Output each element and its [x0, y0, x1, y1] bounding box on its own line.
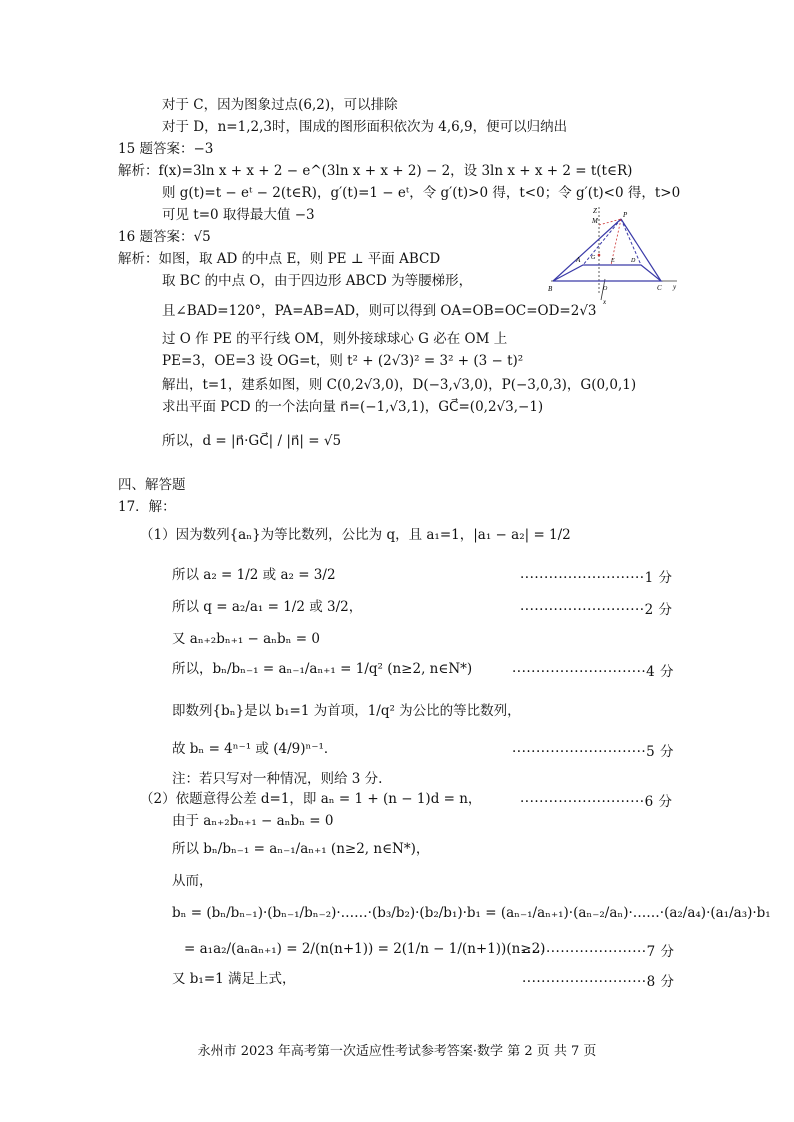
- text-line: 解析：f(x)=3ln x + x + 2 − e^(3ln x + x + 2) − 2，设 3ln x + x + 2 = t(t∈R): [118, 163, 633, 179]
- text-line: 由于 aₙ₊₂bₙ₊₁ − aₙbₙ = 0: [172, 813, 334, 829]
- text-line: 且∠BAD=120°，PA=AB=AD，则可以得到 OA=OB=OC=OD=2√3: [162, 303, 597, 319]
- page-footer: 永州市 2023 年高考第一次适应性考试参考答案·数学 第 2 页 共 7 页: [197, 1044, 597, 1059]
- label-c: C: [657, 284, 662, 292]
- text-line: 对于 C，因为图象过点(6,2)，可以排除: [162, 97, 398, 113]
- text-line: 又 aₙ₊₂bₙ₊₁ − aₙbₙ = 0: [172, 631, 320, 647]
- score-point: ····························4 分: [512, 664, 675, 680]
- label-y: y: [673, 283, 677, 291]
- text-line: = a₁a₂/(aₙaₙ₊₁) = 2/(n(n+1)) = 2(1/n − 1/(n+1))(n≥2): [184, 941, 546, 957]
- text-line: PE=3，OE=3 设 OG=t，则 t² + (2√3)² = 3² + (3 − t)²: [162, 353, 524, 369]
- label-x: x: [603, 298, 607, 305]
- text-line: 故 bₙ = 4ⁿ⁻¹ 或 (4/9)ⁿ⁻¹．: [172, 741, 338, 757]
- score-point: ··························6 分: [520, 794, 673, 810]
- score-point: ··························1 分: [520, 570, 673, 586]
- text-line: 17．解：: [118, 499, 176, 515]
- text-line: 所以 bₙ/bₙ₋₁ = aₙ₋₁/aₙ₊₁ (n≥2, n∈N*)，: [172, 841, 430, 857]
- text-line: 求出平面 PCD 的一个法向量 n⃗=(−1,√3,1)，GC⃗=(0,2√3,−1): [162, 399, 544, 415]
- label-g: G: [591, 255, 596, 261]
- label-b: B: [548, 285, 553, 293]
- text-line: 所以 a₂ = 1/2 或 a₂ = 3/2: [172, 567, 336, 583]
- label-e: E: [611, 258, 615, 264]
- text-line: 解出，t=1，建系如图，则 C(0,2√3,0)，D(−3,√3,0)，P(−3,0,3)，G(0,0,1): [162, 377, 637, 393]
- score-point: ··························2 分: [520, 602, 673, 618]
- text-line: （1）因为数列{aₙ}为等比数列，公比为 q，且 a₁=1，|a₁ − a₂| = 1/2: [140, 527, 571, 543]
- text-line: 所以，d = |n⃗·GC⃗| / |n⃗| = √5: [162, 433, 342, 449]
- score-point: ··························8 分: [522, 974, 675, 990]
- text-line: 解析：如图，取 AD 的中点 E，则 PE ⊥ 平面 ABCD: [118, 251, 441, 267]
- score-point: ··························7 分: [522, 944, 675, 960]
- text-line: 所以 q = a₂/a₁ = 1/2 或 3/2，: [172, 599, 363, 615]
- text-line: 注：若只写对一种情况，则给 3 分.: [172, 771, 383, 787]
- label-z: Z: [593, 207, 597, 215]
- text-line: 又 b₁=1 满足上式，: [172, 971, 296, 987]
- pyramid-figure: [545, 205, 685, 305]
- score-point: ····························5 分: [512, 744, 675, 760]
- text-line: 15 题答案：−3: [118, 141, 214, 157]
- text-line: 从而，: [172, 873, 213, 889]
- text-line: 可见 t=0 取得最大值 −3: [162, 207, 315, 223]
- label-a: A: [576, 256, 581, 264]
- text-line: 取 BC 的中点 O，由于四边形 ABCD 为等腰梯形，: [162, 273, 473, 289]
- text-line: 即数列{bₙ}是以 b₁=1 为首项，1/q² 为公比的等比数列，: [172, 703, 521, 719]
- text-line: 四、解答题: [118, 477, 186, 493]
- label-p: P: [623, 211, 628, 219]
- text-line: 所以，bₙ/bₙ₋₁ = aₙ₋₁/aₙ₊₁ = 1/q² (n≥2, n∈N*): [172, 661, 473, 677]
- label-m: M: [592, 217, 598, 225]
- text-line: 过 O 作 PE 的平行线 OM，则外接球球心 G 必在 OM 上: [162, 331, 508, 347]
- text-line: 则 g(t)=t − eᵗ − 2(t∈R)，g′(t)=1 − eᵗ，令 g′(t)>0 得，t<0；令 g′(t)<0 得，t>0: [162, 185, 681, 201]
- text-line: 对于 D，n=1,2,3时，围成的图形面积依次为 4,6,9，便可以归纳出: [162, 119, 568, 135]
- text-line: （2）依题意得公差 d=1，即 aₙ = 1 + (n − 1)d = n，: [140, 791, 482, 807]
- text-line: 16 题答案：√5: [118, 229, 211, 245]
- label-o: O: [603, 286, 608, 292]
- text-line: bₙ = (bₙ/bₙ₋₁)·(bₙ₋₁/bₙ₋₂)·……·(b₃/b₂)·(b₂/b₁)·b₁ = (aₙ₋₁/aₙ₊₁)·(aₙ₋₂/aₙ)·……·(a₂/a₄)·(a₁/a₃)·b₁: [172, 905, 771, 921]
- label-d: D: [631, 258, 636, 264]
